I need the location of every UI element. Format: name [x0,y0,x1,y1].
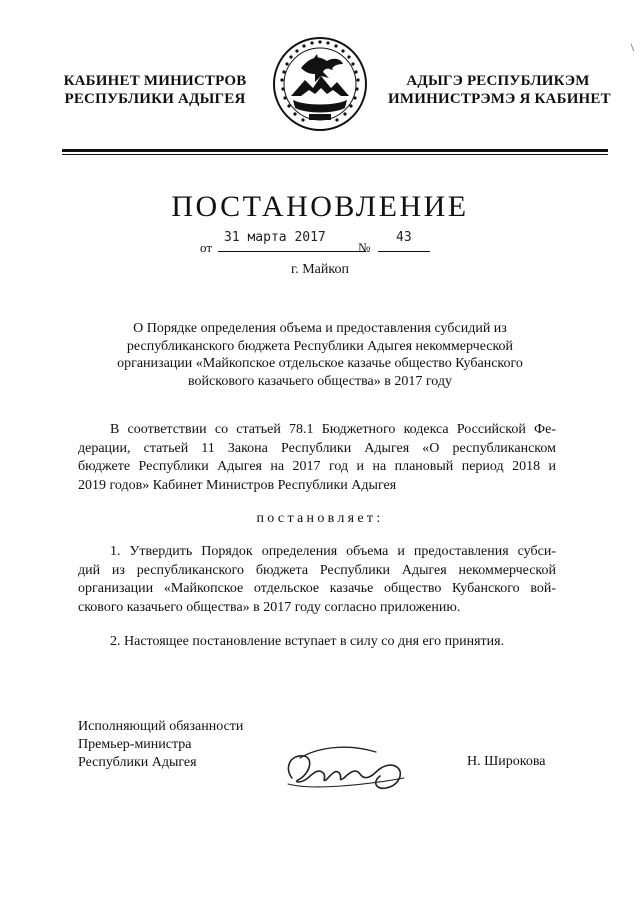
subject-line: республиканского бюджета Республики Адыгея некоммерческой [126,338,514,354]
coat-of-arms-emblem [271,34,369,136]
decree-word: постановляет: [256,511,384,526]
date-prefix: от [200,240,213,255]
preamble-line: дерации, статьей 11 Закона Республики Адыгея «О республиканском [78,440,556,456]
signatory-position [78,718,243,772]
date-value: 31 марта 2017 [224,230,326,245]
header-right-line: ИМИНИСТРЭМЭ Я КАБИНЕТ [388,91,611,107]
item-2-paragraph [78,633,556,652]
number-underline [378,251,430,252]
subject-line: войскового казачьего общества» в 2017 году [188,373,452,389]
date-underline [218,251,366,252]
subject-line: О Порядке определения объема и предоставления субсидий из [133,321,507,336]
position-line: Премьер-министра [78,737,192,752]
header-rule-thin [62,154,608,155]
handwritten-signature [280,738,420,798]
corner-mark: \ [630,40,634,54]
preamble-paragraph [78,421,556,495]
header-rule-thick [62,149,608,152]
position-line: Исполняющий обязанности [78,719,244,734]
subject-line: организации «Майкопское отдельское казачье общество Кубанского [117,356,523,371]
item-1-line: организации «Майкопское отдельское казачье общество Кубанского вой- [78,581,556,596]
document-title: ПОСТАНОВЛЕНИЕ [171,190,469,223]
item-1-line: дий из республиканского бюджета Республики Адыгея некоммерческой [78,562,556,578]
preamble-line: В соответствии со статьей 78.1 Бюджетного кодекса Российской Фе- [110,422,556,437]
item-1-line: скового казачьего общества» в 2017 году согласно приложению. [78,599,461,615]
number-value: 43 [396,230,412,245]
signatory-name: Н. Широкова [467,754,546,769]
item-1-line: 1. Утвердить Порядок определения объема и предоставления субси- [110,544,556,559]
preamble-line: 2019 годов» Кабинет Министров Республики Адыгея [78,477,397,493]
header-left-line: РЕСПУБЛИКИ АДЫГЕЯ [64,91,246,107]
item-2-line: 2. Настоящее постановление вступает в силу со дня его принятия. [110,634,505,649]
header-left [60,72,250,108]
preamble-line: бюджете Республики Адыгея на 2017 год и на плановый период 2018 и [78,459,556,474]
header-right-line: АДЫГЭ РЕСПУБЛИКЭМ [406,73,590,89]
document-subject [100,320,540,390]
city: г. Майкоп [291,262,349,277]
item-1-paragraph [78,543,556,617]
number-label: № [358,240,371,255]
position-line: Республики Адыгея [78,755,197,770]
header-right [388,72,611,108]
header-left-line: КАБИНЕТ МИНИСТРОВ [63,73,247,89]
